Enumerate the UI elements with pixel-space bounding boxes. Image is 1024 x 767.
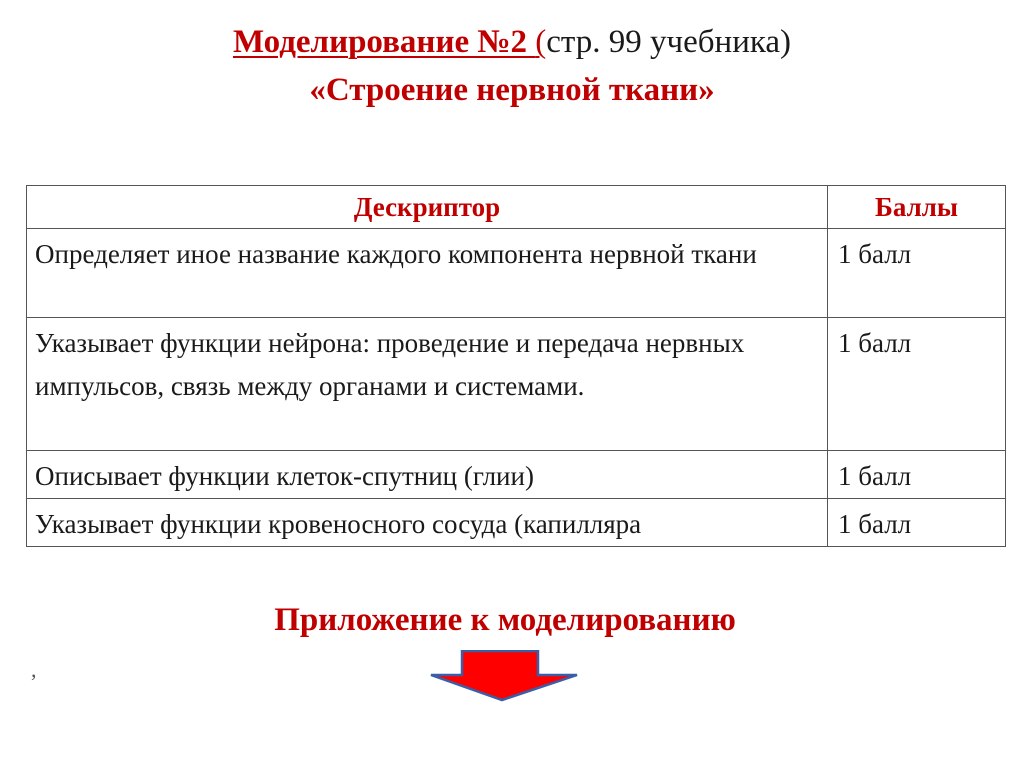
score-cell: 1 балл: [828, 229, 1006, 318]
page-subtitle: «Строение нервной ткани»: [309, 72, 715, 108]
title-main: Моделирование №2: [232, 24, 536, 60]
descriptor-cell: Описывает функции клеток-спутниц (глии): [27, 451, 828, 499]
descriptor-cell: Указывает функции кровеносного сосуда (капилляра: [27, 499, 828, 547]
page-title: [0, 22, 1024, 62]
rubric-table: [26, 185, 1006, 547]
descriptor-cell: Указывает функции нейрона: проведение и передача нервных импульсов, связь между органами и системами.: [27, 318, 828, 451]
title-page-ref: стр. 99 учебника): [546, 24, 792, 60]
stray-mark: ,: [31, 657, 37, 682]
score-cell: 1 балл: [828, 499, 1006, 547]
score-cell: 1 балл: [828, 451, 1006, 499]
descriptor-cell: Определяет иное название каждого компонента нервной ткани: [27, 229, 828, 318]
table-row: [27, 318, 1006, 451]
header-score: Баллы: [828, 186, 1006, 229]
title-paren-open: (: [535, 24, 547, 60]
down-arrow-icon[interactable]: [427, 650, 581, 707]
table-row: [27, 229, 1006, 318]
score-cell: 1 балл: [828, 318, 1006, 451]
table-header-row: [27, 186, 1006, 229]
table-row: [27, 499, 1006, 547]
header-descriptor: Дескриптор: [27, 186, 828, 229]
table-row: [27, 451, 1006, 499]
appendix-heading: Приложение к моделированию: [274, 602, 736, 638]
